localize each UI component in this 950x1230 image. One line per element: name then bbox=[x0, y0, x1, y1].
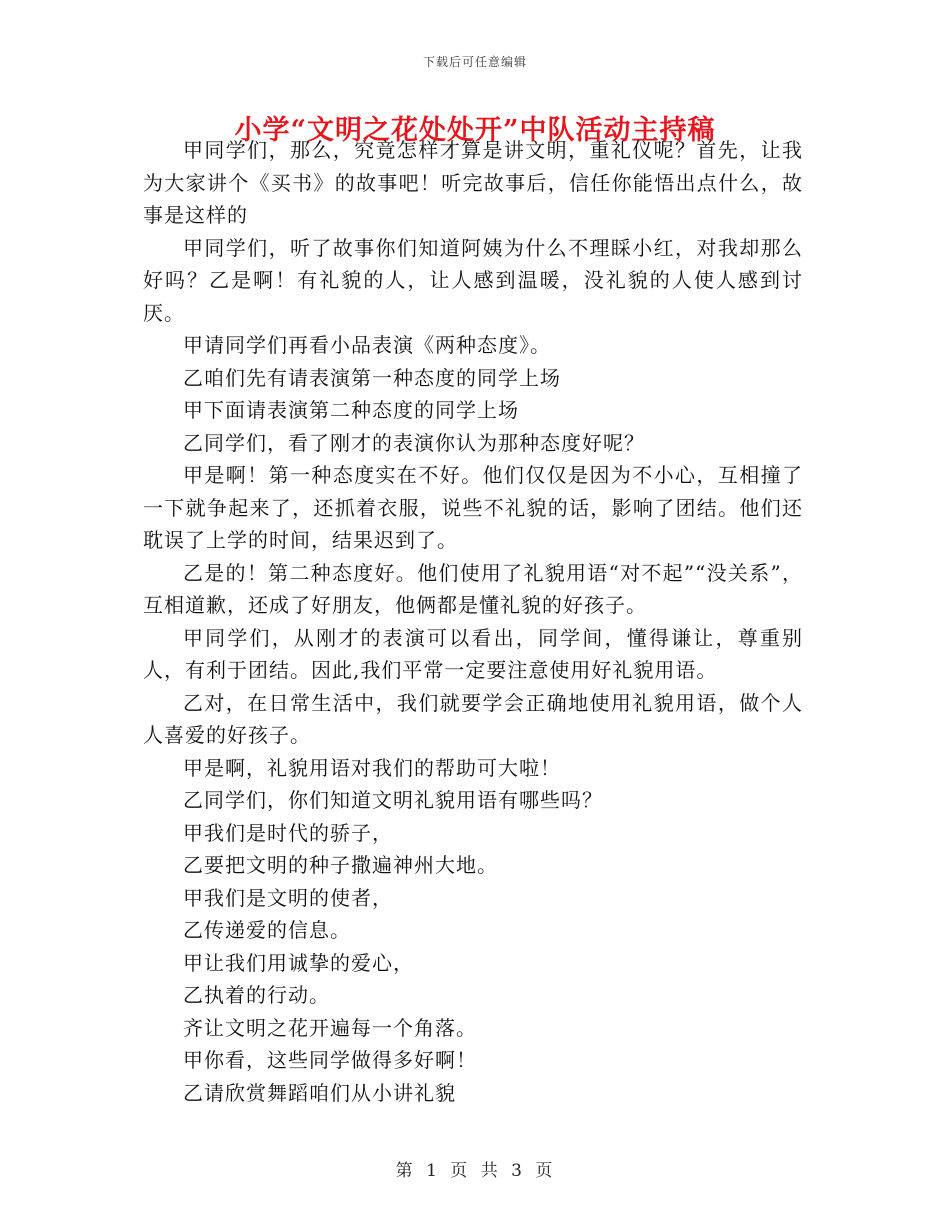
paragraph: 甲我们是文明的使者， bbox=[183, 885, 393, 910]
paragraph: 甲请同学们再看小品表演《两种态度》。 bbox=[183, 333, 551, 357]
paragraph: 甲我们是时代的骄子， bbox=[183, 820, 393, 845]
paragraph: 甲同学们，听了故事你们知道阿姨为什么不理睬小红，对我却那么好吗？乙是啊！有礼貌的人，让人感到温暖，没礼貌的人使人感到讨厌。 bbox=[143, 235, 803, 325]
paragraph: 乙要把文明的种子撒遍神州大地。 bbox=[183, 853, 498, 877]
header-note: 下载后可任意编辑 bbox=[422, 55, 527, 69]
paragraph: 乙传递爱的信息。 bbox=[183, 918, 351, 942]
paragraph: 甲同学们，那么，究竟怎样才算是讲文明，重礼仪呢？首先，让我为大家讲个《买书》的故事吧！听完故事后，信任你能悟出点什么，故事是这样的 bbox=[143, 138, 803, 227]
paragraph: 甲是啊！第一种态度实在不好。他们仅仅是因为不小心，互相撞了一下就争起来了，还抓着衣服，说些不礼貌的话，影响了团结。他们还耽误了上学的时间，结果迟到了。 bbox=[143, 463, 803, 552]
paragraph: 甲下面请表演第二种态度的同学上场 bbox=[183, 398, 519, 422]
paragraph: 齐让文明之花开遍每一个角落。 bbox=[183, 1015, 477, 1040]
paragraph: 乙同学们，你们知道文明礼貌用语有哪些吗？ bbox=[183, 788, 603, 812]
paragraph: 甲你看，这些同学做得多好啊！ bbox=[183, 1048, 477, 1072]
paragraph: 甲是啊，礼貌用语对我们的帮助可大啦！ bbox=[183, 755, 561, 780]
paragraph: 乙是的！第二种态度好。他们使用了礼貌用语“对不起”“没关系”，互相道歉，还成了好朋友，他俩都是懂礼貌的好孩子。 bbox=[143, 560, 803, 617]
paragraph: 乙执着的行动。 bbox=[183, 983, 330, 1007]
document-title: 小学“文明之花处处开”中队活动主持稿 bbox=[234, 115, 716, 146]
paragraph: 甲让我们用诚挚的爱心， bbox=[183, 950, 414, 975]
paragraph: 乙请欣赏舞蹈咱们从小讲礼貌 bbox=[183, 1080, 456, 1105]
paragraph: 甲同学们，从刚才的表演可以看出，同学间，懂得谦让，尊重别人，有利于团结。因此,我们平常一定要注意使用好礼貌用语。 bbox=[143, 625, 803, 682]
paragraph: 乙同学们，看了刚才的表演你认为那种态度好呢？ bbox=[183, 430, 645, 455]
paragraph: 乙对，在日常生活中，我们就要学会正确地使用礼貌用语，做个人人喜爱的好孩子。 bbox=[143, 690, 803, 747]
page-footer: 第 1 页 共 3 页 bbox=[395, 1161, 555, 1181]
document-body bbox=[143, 134, 803, 1109]
paragraph: 乙咱们先有请表演第一种态度的同学上场 bbox=[183, 365, 561, 390]
